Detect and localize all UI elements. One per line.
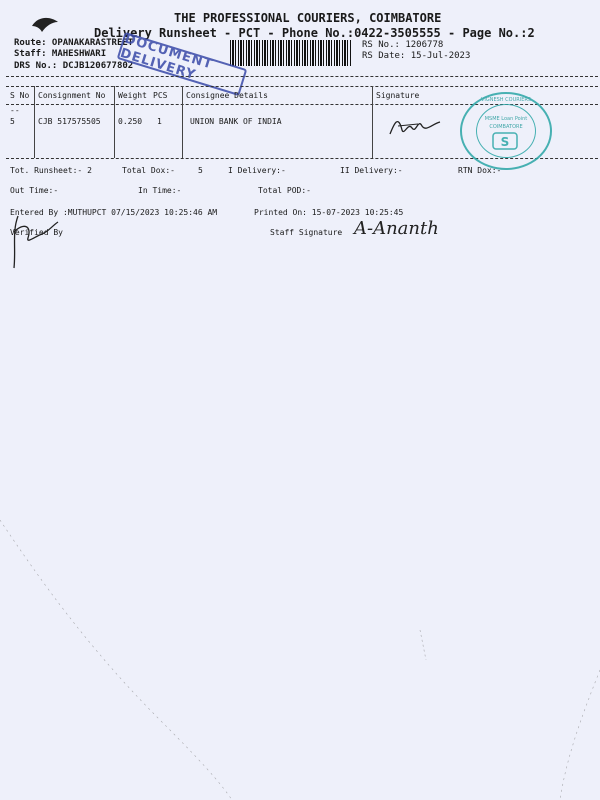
header-pcs: PCS <box>153 91 168 100</box>
row-weight: 0.250 <box>118 117 143 126</box>
ii-delivery: II Delivery:- <box>340 166 403 175</box>
scan-artifact <box>0 520 600 800</box>
verifier-signature-icon <box>8 212 78 274</box>
row-sno: 5 <box>10 117 15 126</box>
header-sno: S No <box>10 91 30 100</box>
svg-text:S: S <box>500 135 510 149</box>
seal-mark-text: MSME Loan Point <box>484 116 528 122</box>
column-divider <box>34 86 35 158</box>
document-delivery-stamp: DOCUMENT DELIVERY <box>117 32 248 96</box>
column-divider <box>114 86 115 158</box>
total-dox-value: 5 <box>198 166 203 175</box>
header-signature: Signature <box>376 91 420 100</box>
header-consignment: Consignment No <box>38 91 106 100</box>
out-time: Out Time:- <box>10 186 59 195</box>
row-consignee: UNION BANK OF INDIA <box>190 117 282 126</box>
rs-no-label: RS No.: 1206778 <box>362 40 444 50</box>
in-time: In Time:- <box>138 186 182 195</box>
rs-date-label: RS Date: 15-Jul-2023 <box>362 51 471 61</box>
barcode <box>230 40 352 66</box>
seal-bottom-text: COIMBATORE <box>489 124 523 130</box>
company-logo-icon <box>30 14 60 34</box>
tot-runsheet: Tot. Runsheet:- 2 <box>10 166 92 175</box>
column-divider <box>182 86 183 158</box>
staff-signature: A-Ananth <box>354 218 439 239</box>
verified-by: Verified By <box>10 228 63 237</box>
separator-line <box>6 76 598 77</box>
row-pcs: 1 <box>157 117 162 126</box>
header-weight: Weight <box>118 91 147 100</box>
company-title: THE PROFESSIONAL COURIERS, COIMBATORE <box>174 11 442 25</box>
printed-on: Printed On: 15-07-2023 10:25:45 <box>254 208 404 217</box>
header-consignee: Consignee Details <box>186 91 268 100</box>
seal-top-text: VIGNESH COURIERS <box>480 97 532 103</box>
seal-emblem-icon <box>492 132 518 150</box>
row-consignment: CJB 517575505 <box>38 117 101 126</box>
drs-label: DRS No.: DCJB120677802 <box>14 61 134 71</box>
total-dox-label: Total Dox:- <box>122 166 175 175</box>
company-seal <box>460 92 552 170</box>
column-divider <box>372 86 373 158</box>
runsheet-title: Delivery Runsheet - PCT - Phone No.:0422-3505555 - Page No.:2 <box>94 26 535 40</box>
entered-by: Entered By :MUTHUPCT 07/15/2023 10:25:46 AM <box>10 208 218 217</box>
route-label: Route: OPANAKARASTREET <box>14 38 134 48</box>
row-prefix: -- <box>10 106 20 115</box>
staff-signature-label: Staff Signature <box>270 228 343 237</box>
receiver-signature-icon <box>384 104 444 144</box>
i-delivery: I Delivery:- <box>228 166 286 175</box>
rtn-dox: RTN Dox:- <box>458 166 502 175</box>
staff-label: Staff: MAHESHWARI <box>14 49 107 59</box>
total-pod: Total POD:- <box>258 186 311 195</box>
separator-line <box>6 86 598 87</box>
